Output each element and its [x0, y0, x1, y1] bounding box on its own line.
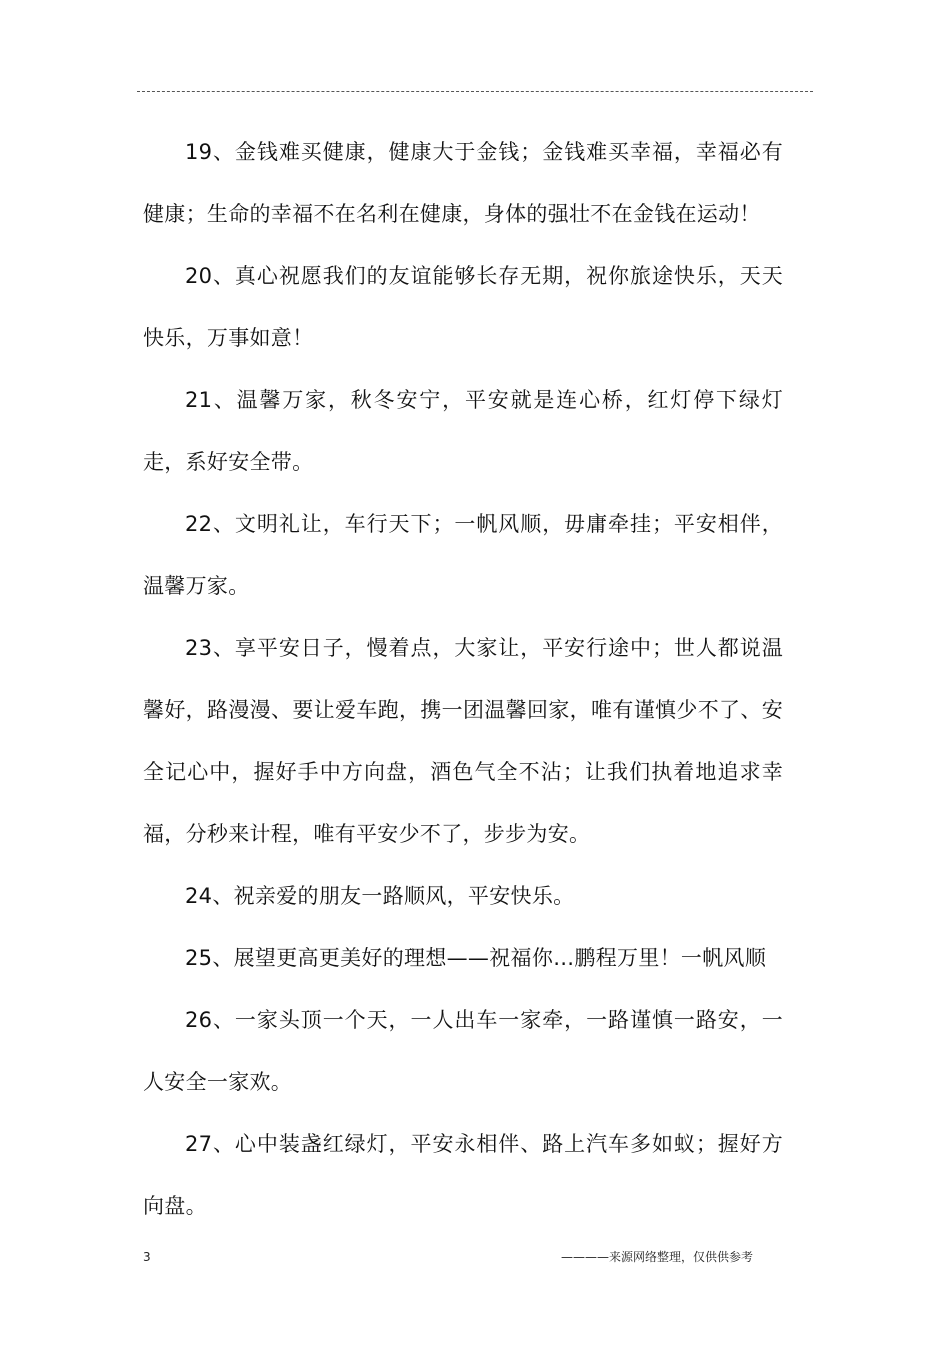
paragraph-25: 25、展望更高更美好的理想——祝福你…鹏程万里！一帆风顺	[185, 946, 767, 970]
paragraph-23: 23、享平安日子，慢着点，大家让，平安行途中；世人都说温馨好，路漫漫、要让爱车跑，携一团温馨回家，唯有谨慎少不了、安全记心中，握好手中方向盘，酒色气全不沾；让我们执着地追求幸福，分秒来计程，唯有平安少不了，步步为安。	[143, 636, 783, 846]
page-number: 3	[143, 1250, 151, 1264]
header-rule	[137, 91, 813, 92]
paragraph-19: 19、金钱难买健康，健康大于金钱；金钱难买幸福，幸福必有健康；生命的幸福不在名利在健康，身体的强壮不在金钱在运动！	[143, 140, 783, 226]
paragraph-27: 27、心中装盏红绿灯，平安永相伴、路上汽车多如蚁；握好方向盘。	[143, 1132, 783, 1218]
paragraph-21: 21、温馨万家，秋冬安宁，平安就是连心桥，红灯停下绿灯走，系好安全带。	[143, 388, 783, 474]
paragraph-22: 22、文明礼让，车行天下；一帆风顺，毋庸牵挂；平安相伴，温馨万家。	[143, 512, 783, 598]
document-body	[143, 121, 783, 1237]
footer-note: ————来源网络整理，仅供供参考	[560, 1250, 753, 1264]
paragraph-20: 20、真心祝愿我们的友谊能够长存无期，祝你旅途快乐，天天快乐，万事如意！	[143, 264, 783, 350]
paragraph-26: 26、一家头顶一个天，一人出车一家牵，一路谨慎一路安，一人安全一家欢。	[143, 1008, 783, 1094]
paragraph-24: 24、祝亲爱的朋友一路顺风，平安快乐。	[185, 884, 575, 908]
